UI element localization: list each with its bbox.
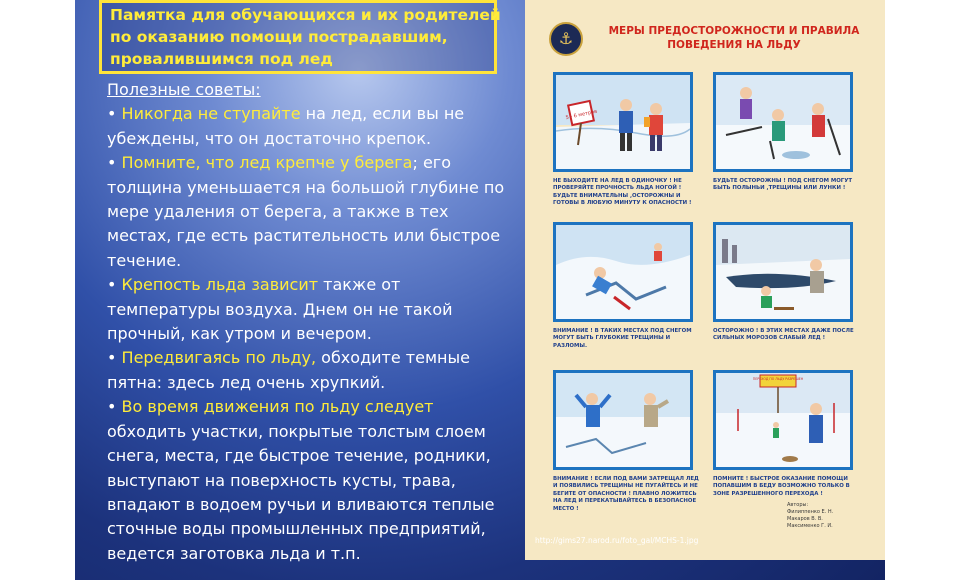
poster-title-line: ПОВЕДЕНИЯ НА ЛЬДУ	[667, 39, 801, 51]
tips-text	[107, 78, 517, 566]
title-line: по оказанию помощи пострадавшим,	[110, 28, 448, 46]
author-line: Авторы:	[787, 502, 809, 508]
bullet: •	[107, 348, 122, 368]
cracking-ice-illustration	[556, 373, 690, 467]
emblem-icon: ⚓	[549, 22, 583, 56]
tip-highlight: Крепость льда зависит	[121, 275, 319, 295]
panel-caption: ОСТОРОЖНО ! В ЭТИХ МЕСТАХ ДАЖЕ ПОСЛЕ СИЛЬНЫХ МОРОЗОВ СЛАБЫЙ ЛЕД !	[713, 328, 854, 342]
tip-highlight: Во время движения по льду следует	[121, 397, 434, 417]
bullet: •	[107, 275, 122, 295]
tip-highlight: Помните, что лед крепче у берега	[121, 153, 413, 173]
illustration-panel	[713, 370, 853, 470]
author-line: Максименко Г. И.	[787, 523, 833, 529]
tip-highlight: Никогда не ступайте	[121, 104, 301, 124]
tip-text: ; его толщина уменьшается на большой глубине по мере удаления от берега, а также в тех местах, где есть растительность или быстрое течение.	[107, 153, 505, 270]
source-url: http://gims27.narod.ru/foto_gal/MCHS-1.jpg	[535, 536, 699, 545]
illustration-panel	[553, 222, 693, 322]
poster-authors	[787, 502, 881, 530]
ice-crossing-illustration	[716, 373, 850, 467]
bullet: •	[107, 104, 122, 124]
tip-item	[107, 395, 517, 566]
poster-title-line: МЕРЫ ПРЕДОСТОРОЖНОСТИ И ПРАВИЛА	[608, 25, 860, 37]
title-box	[99, 0, 501, 74]
illustration-panel	[553, 370, 693, 470]
slide	[75, 0, 885, 580]
bullet: •	[107, 397, 122, 417]
title-line: провалившимся под лед	[110, 50, 333, 68]
illustration-panel	[553, 72, 693, 172]
bullet: •	[107, 153, 122, 173]
thin-ice-sign: 5 - 6 метров	[565, 108, 598, 122]
factory-river-illustration	[716, 225, 850, 319]
safety-poster	[525, 0, 885, 560]
tip-item	[107, 102, 517, 151]
tip-highlight: Передвигаясь по льду,	[121, 348, 317, 368]
tip-item	[107, 273, 517, 346]
kids-on-ice-illustration	[556, 75, 690, 169]
author-line: Филиппенко Е. Н.	[787, 509, 834, 515]
author-line: Макаров В. В.	[787, 516, 823, 522]
panel-caption: БУДЬТЕ ОСТОРОЖНЫ ! ПОД СНЕГОМ МОГУТ БЫТЬ ПОЛЫНЬИ ,ТРЕЩИНЫ ИЛИ ЛУНКИ !	[713, 178, 853, 192]
crossing-sign: ПЕРЕХОД ПО ЛЬДУ РАЗРЕШЕН	[752, 377, 804, 381]
tip-item	[107, 151, 517, 273]
title-line: Памятка для обучающихся и их родителей	[110, 6, 501, 24]
tip-text: также от температуры воздуха. Днем он не такой прочный, как утром и вечером.	[107, 275, 453, 344]
ice-crack-illustration	[556, 225, 690, 319]
tip-text: обходите темные пятна: здесь лед очень хрупкий.	[107, 348, 470, 392]
tip-text: на лед, если вы не убеждены, что он достаточно крепок.	[107, 104, 465, 148]
panel-caption: ВНИМАНИЕ ! В ТАКИХ МЕСТАХ ПОД СНЕГОМ МОГУТ БЫТЬ ГЛУБОКИЕ ТРЕЩИНЫ И РАЗЛОМЫ.	[553, 328, 692, 349]
panel-caption: ВНИМАНИЕ ! ЕСЛИ ПОД ВАМИ ЗАТРЕЩАЛ ЛЕД И ПОЯВИЛИСЬ ТРЕЩИНЫ НЕ ПУГАЙТЕСЬ И НЕ БЕГИТЕ ОТ ОПАСНОСТИ ! ПЛАВНО ЛОЖИТЕСЬ НА ЛЕД И ПЕРЕКАТЫВАЙТЕСЬ В БЕЗОПАСНОЕ МЕСТО !	[553, 476, 699, 512]
skaters-illustration	[716, 75, 850, 169]
illustration-panel	[713, 222, 853, 322]
tips-heading: Полезные советы:	[107, 80, 261, 99]
tip-text: обходить участки, покрытые толстым слоем снега, места, где быстрое течение, родники, выступают на поверхность кусты, трава, впадают в водоем ручьи и вливаются теплые сточные воды промышленных предприятий, ведется заготовка льда и т.п.	[107, 421, 495, 563]
illustration-panel	[713, 72, 853, 172]
panel-caption: ПОМНИТЕ ! БЫСТРОЕ ОКАЗАНИЕ ПОМОЩИ ПОПАВШИМ В БЕДУ ВОЗМОЖНО ТОЛЬКО В ЗОНЕ РАЗРЕШЕННОГО ПЕРЕХОДА !	[713, 476, 850, 497]
panel-caption: НЕ ВЫХОДИТЕ НА ЛЕД В ОДИНОЧКУ ! НЕ ПРОВЕРЯЙТЕ ПРОЧНОСТЬ ЛЬДА НОГОЙ ! БУДЬТЕ ВНИМАТЕЛЬНЫ ,ОСТОРОЖНЫ И ГОТОВЫ В ЛЮБУЮ МИНУТУ К ОПАСНОСТИ !	[553, 178, 692, 207]
tip-item	[107, 346, 517, 395]
poster-title	[589, 24, 879, 52]
